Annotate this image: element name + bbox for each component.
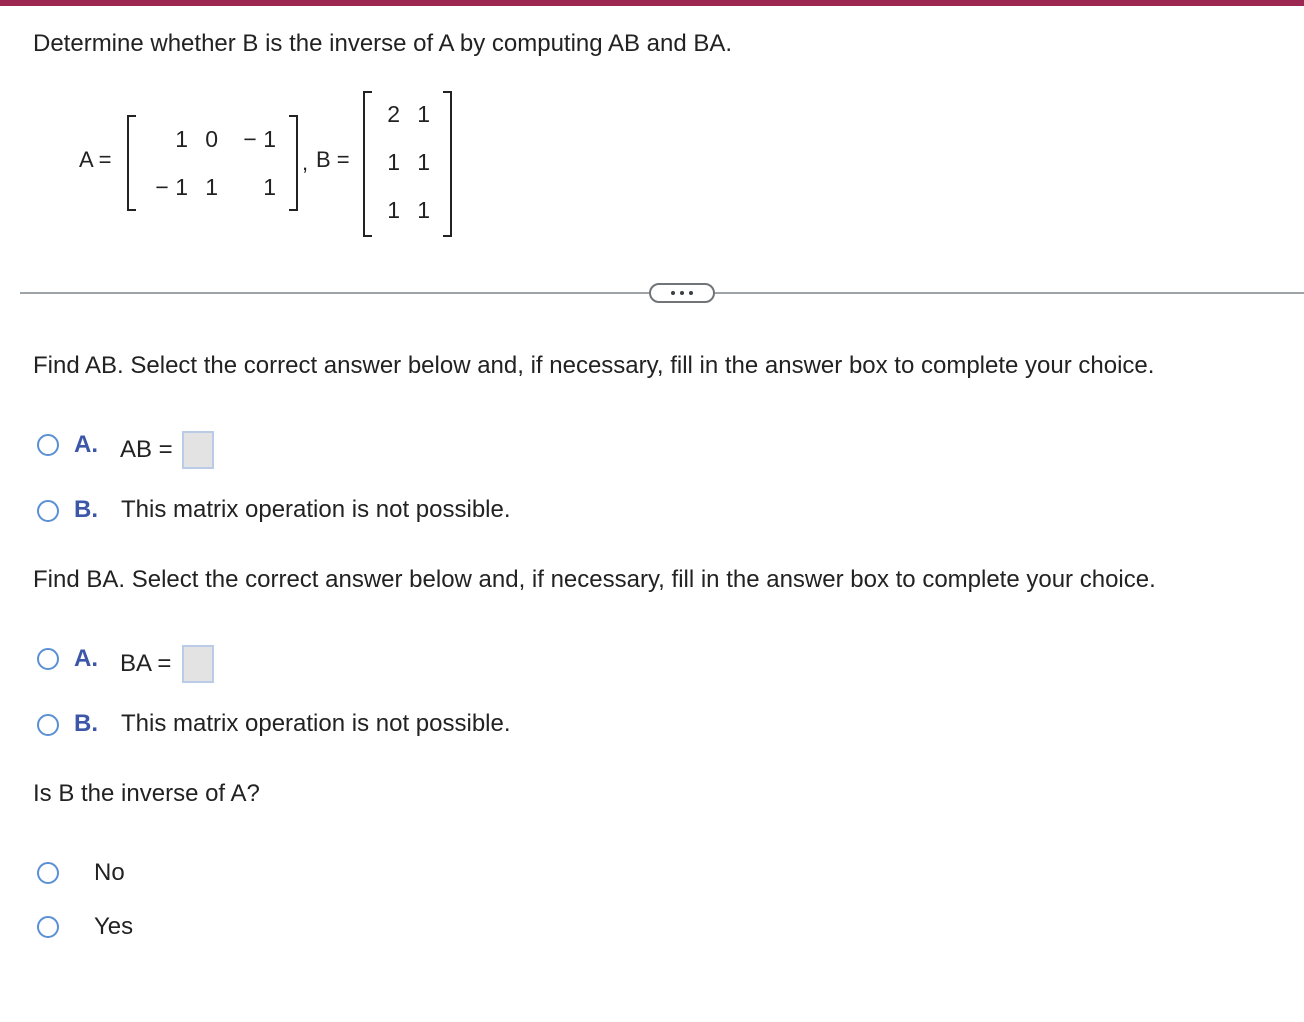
ab-option-a-text: AB = xyxy=(120,436,173,463)
ba-option-a-text: BA = xyxy=(120,650,172,677)
inverse-no-label: No xyxy=(94,859,125,886)
matrix-a-left-bracket xyxy=(127,115,136,211)
matrix-b-cell: 1 xyxy=(387,149,400,175)
matrix-b-cell: 1 xyxy=(417,197,430,223)
matrix-b-cell: 1 xyxy=(417,149,430,175)
matrix-b-cell: 2 xyxy=(387,101,400,127)
ba-answer-input[interactable] xyxy=(182,645,214,683)
ab-option-a-radio[interactable] xyxy=(37,434,59,456)
show-more-button[interactable] xyxy=(649,283,715,303)
matrix-b-label: B = xyxy=(316,147,350,172)
inverse-prompt: Is B the inverse of A? xyxy=(33,780,260,807)
inverse-yes-radio[interactable] xyxy=(37,916,59,938)
matrix-a-label: A = xyxy=(79,147,112,172)
ellipsis-icon xyxy=(689,291,693,295)
ab-answer-input[interactable] xyxy=(182,431,214,469)
matrix-a-cell: − 1 xyxy=(243,126,276,152)
matrix-a-right-bracket xyxy=(289,115,298,211)
ba-option-b-text: This matrix operation is not possible. xyxy=(121,710,511,737)
matrix-a-cell: − 1 xyxy=(155,174,188,200)
ab-option-b-letter: B. xyxy=(74,496,98,523)
question-prompt: Determine whether B is the inverse of A by computing AB and BA. xyxy=(33,30,733,57)
ba-option-b-radio[interactable] xyxy=(37,714,59,736)
ba-option-a-letter: A. xyxy=(74,645,98,672)
inverse-no-radio[interactable] xyxy=(37,862,59,884)
ba-option-a-radio[interactable] xyxy=(37,648,59,670)
ab-option-a-letter: A. xyxy=(74,431,98,458)
matrix-a-cell: 1 xyxy=(263,174,276,200)
ellipsis-icon xyxy=(671,291,675,295)
ab-option-b-text: This matrix operation is not possible. xyxy=(121,496,511,523)
matrix-a-cell: 1 xyxy=(175,126,188,152)
matrix-a-cell: 1 xyxy=(205,174,218,200)
part-ab-prompt: Find AB. Select the correct answer below and, if necessary, fill in the answer box to complete your choice. xyxy=(33,352,1155,379)
ba-option-b-letter: B. xyxy=(74,710,98,737)
ab-option-b-radio[interactable] xyxy=(37,500,59,522)
top-accent-bar xyxy=(0,0,1304,6)
matrix-a-cell: 0 xyxy=(205,126,218,152)
inverse-yes-label: Yes xyxy=(94,913,134,940)
matrix-separator: , xyxy=(302,150,309,175)
part-ba-prompt: Find BA. Select the correct answer below and, if necessary, fill in the answer box to complete your choice. xyxy=(33,566,1156,593)
matrix-b-left-bracket xyxy=(363,91,372,237)
matrix-b-right-bracket xyxy=(443,91,452,237)
matrix-b-cell: 1 xyxy=(417,101,430,127)
ellipsis-icon xyxy=(680,291,684,295)
matrix-b-cell: 1 xyxy=(387,197,400,223)
